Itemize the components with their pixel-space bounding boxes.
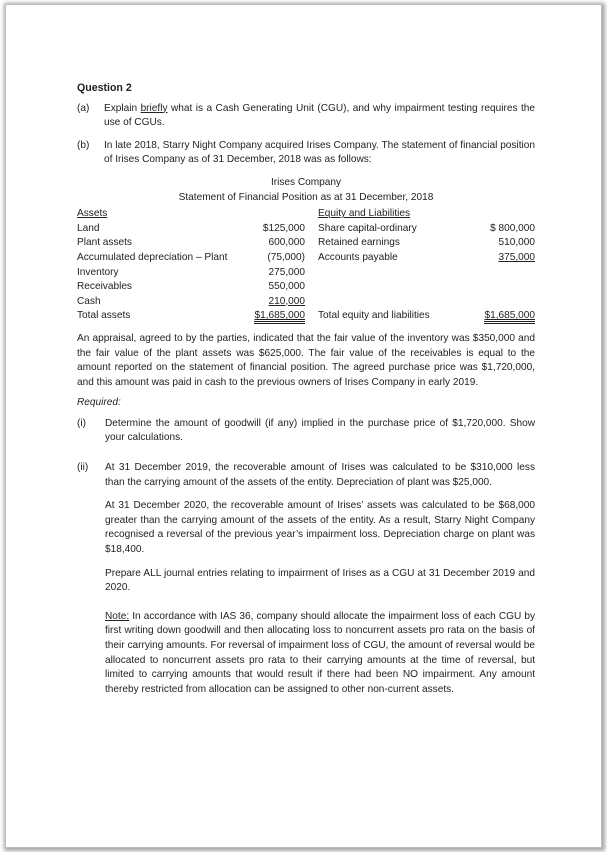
equity-label: Accounts payable — [318, 251, 398, 263]
question-title: Question 2 — [77, 82, 132, 94]
part-b-text: In late 2018, Starry Night Company acquired Irises Company. The statement of financial position of Irises Company as of 31 December, 2018 was as follows: — [104, 139, 535, 166]
total-assets-amount: $1,685,000 — [254, 310, 305, 324]
part-a — [77, 102, 535, 131]
part-a-text-before: Explain — [104, 102, 141, 114]
asset-amount: 275,000 — [268, 266, 305, 278]
asset-label: Receivables — [77, 281, 132, 293]
asset-amount: 550,000 — [268, 281, 305, 293]
required-i-paragraph: Determine the amount of goodwill (if any) implied in the purchase price of $1,720,000. Show your calculations. — [105, 417, 535, 444]
part-a-emphasis: briefly — [140, 102, 168, 114]
part-a-label: (a) — [77, 102, 90, 114]
statement-title: Statement of Financial Position as at 31 December, 2018 — [178, 191, 434, 203]
required-ii-paragraph-2: At 31 December 2020, the recoverable amount of Irises’ assets was calculated to be $68,000 greater than the carrying amount of the assets of the entity. As a result, Starry Night Company recognised a reversal of the previous year’s impairment loss. Depreciation charge on plant was $18,400. — [105, 500, 535, 556]
table-row — [77, 280, 535, 295]
note-label: Note: — [105, 610, 130, 622]
table-row — [77, 222, 535, 237]
question-content — [77, 81, 535, 712]
appraisal-paragraph: An appraisal, agreed to by the parties, indicated that the fair value of the inventory was $350,000 and the fair value of the plant assets was $625,000. The fair value of the receivables is equal to the amount reported on the statement of financial position. The agreed purchase price was $1,720,000, and this amount was paid in cash to the previous owners of Irises Company in early 2019. — [77, 332, 535, 388]
required-ii-note — [105, 610, 535, 698]
table-row — [77, 236, 535, 251]
statement-company: Irises Company — [270, 176, 342, 188]
required-ii-paragraph-1: At 31 December 2019, the recoverable amount of Irises was calculated to be $310,000 less than the carrying amount of the assets of the entity. Depreciation of plant was $25,000. — [105, 462, 535, 488]
required-label: Required: — [77, 397, 121, 409]
asset-label: Inventory — [77, 266, 119, 278]
total-equity-label: Total equity and liabilities — [318, 310, 430, 322]
total-assets-label: Total assets — [77, 310, 131, 322]
asset-label: Land — [77, 222, 100, 234]
required-i-text — [105, 417, 535, 455]
equity-amount: 510,000 — [498, 237, 535, 249]
asset-amount: 600,000 — [268, 237, 305, 249]
part-b — [77, 139, 535, 168]
equity-header: Equity and Liabilities — [318, 208, 411, 220]
part-a-text — [104, 102, 535, 131]
document-page — [5, 4, 602, 848]
note-text: In accordance with IAS 36, company should allocate the impairment loss of each CGU by first writing down goodwill and then allocating loss to noncurrent assets pro rata on the basis of their carrying amounts. For reversal of impairment loss of CGU, the amount of reversal would be allocated to noncurrent assets pro rata to their carrying amounts at the time of reversal, but limited to carrying amounts that would result if there had been NO impairment. Any amount thereby restricted from allocation can be assigned to other non-current assets. — [105, 610, 535, 695]
equity-amount: 375,000 — [498, 251, 535, 263]
total-equity-amount: $1,685,000 — [484, 310, 535, 324]
asset-label: Accumulated depreciation – Plant — [77, 251, 228, 263]
equity-label: Share capital-ordinary — [318, 222, 417, 234]
asset-amount: $125,000 — [262, 222, 305, 234]
required-ii-label: (ii) — [77, 462, 89, 474]
required-i — [77, 417, 535, 455]
required-ii-paragraph-3: Prepare ALL journal entries relating to impairment of Irises as a CGU at 31 December 2019 and 2020. — [105, 567, 535, 594]
statement-table — [77, 207, 535, 324]
asset-label: Plant assets — [77, 237, 132, 249]
assets-header: Assets — [77, 208, 108, 220]
table-row — [77, 251, 535, 266]
asset-label: Cash — [77, 295, 101, 307]
statement-total-row — [77, 309, 535, 324]
part-b-label: (b) — [77, 139, 90, 151]
required-i-label: (i) — [77, 417, 86, 429]
asset-amount: (75,000) — [267, 251, 305, 263]
equity-label: Retained earnings — [318, 237, 400, 249]
equity-amount: $ 800,000 — [490, 222, 535, 234]
required-ii — [77, 461, 535, 706]
table-row — [77, 295, 535, 310]
required-ii-text — [105, 461, 535, 706]
asset-amount: 210,000 — [268, 295, 305, 307]
table-row — [77, 266, 535, 281]
statement-header-row — [77, 207, 535, 222]
part-a-text-after: what is a Cash Generating Unit (CGU), and why impairment testing requires the use of CGUs. — [104, 102, 535, 129]
